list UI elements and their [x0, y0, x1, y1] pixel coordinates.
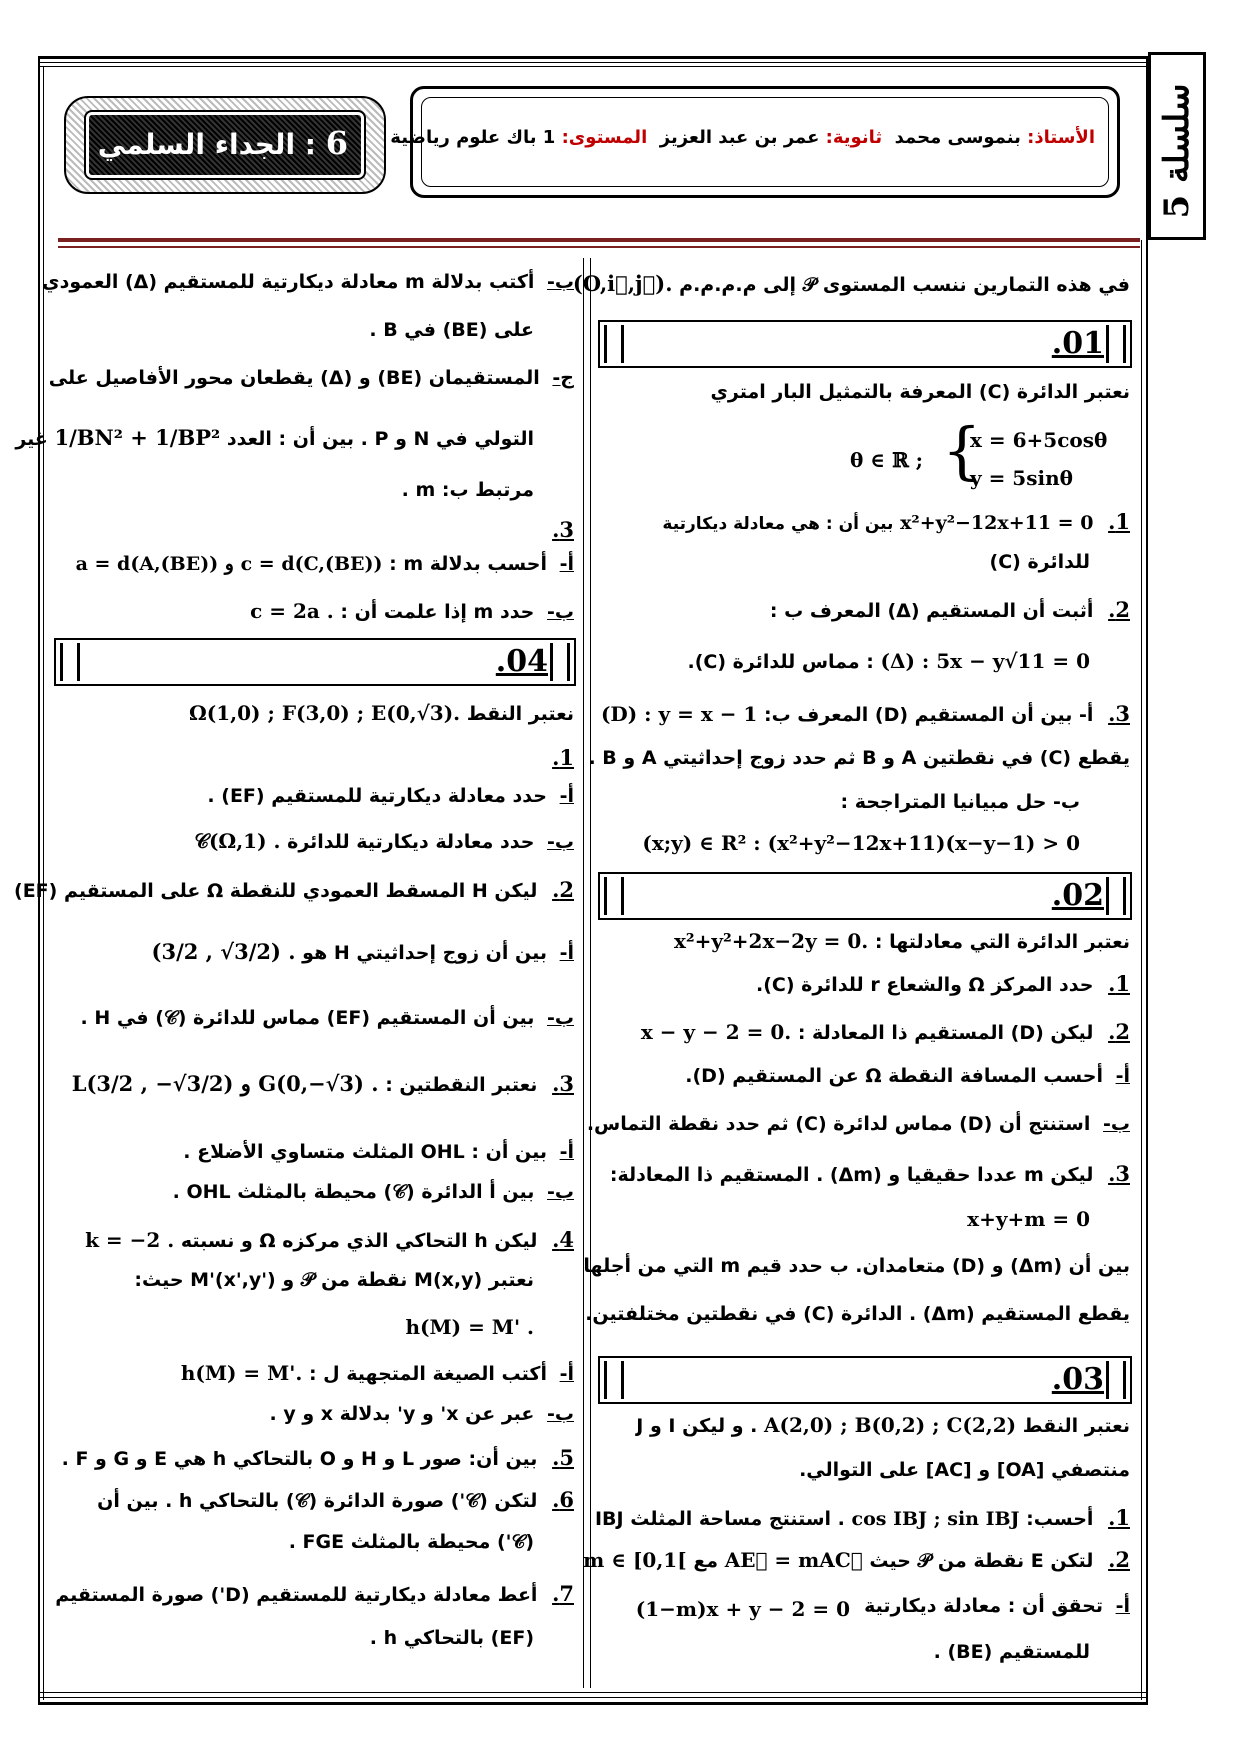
- header-divider-1: [58, 238, 1140, 242]
- ex03b-cont: على (BE) في B .: [369, 319, 534, 341]
- brace-icon: {: [942, 414, 982, 487]
- ex03-intro: نعتبر النقط A(2,0) ; B(0,2) ; C(2,2) . و ليكن I و J: [636, 1413, 1130, 1437]
- title-text: : الجداء السلمي: [97, 128, 316, 161]
- ex04-q4-line3: h(M) = M' .: [405, 1315, 534, 1339]
- title-badge: [64, 96, 386, 194]
- frame-right: [1146, 56, 1148, 1704]
- ex04-q4a: أ- أكتب الصيغة المتجهية ل : h(M) = M'.: [180, 1361, 574, 1385]
- ex04-q4b: ب- عبر عن x' و y' بدلالة x و y .: [269, 1403, 574, 1425]
- ex02-q3-line2: بين أن (Δm) و (D) متعامدان. ب حدد قيم m التي من أجلها: [583, 1255, 1130, 1277]
- ex04-q3b: ب- بين أ الدائرة (𝒞) محيطة بالمثلث OHL .: [172, 1181, 574, 1203]
- school-label: ثانوية:: [825, 127, 883, 148]
- ex04-q3: 3. نعتبر النقطتين : L(3/2 , −√3/2) و G(0,−√3) .: [71, 1071, 574, 1096]
- ex03-q3a: أ- أحسب بدلالة m : a = d(A,(BE)) و c = d(C,(BE)): [75, 553, 574, 575]
- ex03-q3: 3.: [552, 517, 574, 542]
- ex03b: ب- أكتب بدلالة m معادلة ديكارتية للمستقيم (Δ) العمودي: [42, 271, 574, 293]
- bottom-rule-1: [38, 1692, 1148, 1693]
- ex01-q2-math: (Δ) : 5x − y√11 = 0 : مماس للدائرة (C).: [687, 649, 1090, 673]
- ex01-param-y: y = 5sinθ: [970, 466, 1073, 490]
- header-info-line: [390, 127, 1095, 148]
- exercise-03-box: [598, 1356, 1132, 1404]
- exercise-04-box: [54, 638, 576, 686]
- ex01-param-x: x = 6+5cosθ: [970, 428, 1108, 452]
- ex03c-line3: مرتبط ب: m .: [401, 479, 534, 501]
- bottom-rule-2: [38, 1697, 1148, 1698]
- exercise-02-box: [598, 872, 1132, 920]
- ex01-q3b-math: (x;y) ∈ R² : (x²+y²−12x+11)(x−y−1) > 0: [642, 831, 1080, 855]
- top-rule-2: [38, 62, 1186, 63]
- level-value: 1 باك علوم رياضية: [390, 127, 556, 148]
- ex03c: ج- المستقيمان (BE) و (Δ) يقطعان محور الأفاصيل على: [48, 367, 574, 389]
- ex04-q2b: ب- بين أن المستقيم (EF) مماس للدائرة (𝒞) في H .: [80, 1007, 574, 1029]
- ex03-q2a: أ- تحقق أن : معادلة ديكارتية: [864, 1595, 1130, 1617]
- ex04-intro: نعتبر النقط Ω(1,0) ; F(3,0) ; E(0,√3).: [189, 701, 574, 725]
- teacher-name: بنموسى محمد: [894, 127, 1021, 148]
- ex03-intro-line2: منتصفي [OA] و [AC] على التوالي.: [799, 1459, 1130, 1481]
- series-tab: [1148, 52, 1206, 240]
- ex01-param-domain: θ ∈ ℝ ;: [850, 448, 924, 472]
- ex04-q1a: أ- حدد معادلة ديكارتية للمستقيم (EF) .: [207, 785, 574, 807]
- ex02-q2: 2. ليكن (D) المستقيم ذا المعادلة : x − y − 2 = 0.: [640, 1019, 1130, 1044]
- ex02-intro: نعتبر الدائرة التي معادلتها : x²+y²+2x−2y = 0.: [673, 929, 1130, 953]
- ex04-q1b: ب- حدد معادلة ديكارتية للدائرة 𝒞(Ω,1) .: [194, 829, 574, 853]
- ex04-q4-line2: نعتبر M(x,y) نقطة من 𝒫 و M'(x',y') حيث:: [134, 1269, 534, 1291]
- title-number: 6: [325, 124, 348, 162]
- ex04-q4: 4. ليكن h التحاكي الذي مركزه Ω و نسبته k = −2 .: [85, 1227, 574, 1252]
- ex03c-line2: التولي في N و P . بين أن : العدد 1/BN² + 1/BP² غير: [15, 425, 534, 450]
- ex01-q2: 2. أثبت أن المستقيم (Δ) المعرف ب :: [769, 597, 1130, 622]
- ex03-q2a-math: (1−m)x + y − 2 = 0: [635, 1597, 850, 1621]
- intro-line: في هذه التمارين ننسب المستوى 𝒫 إلى م.م.م.م (O,i⃗,j⃗).: [572, 271, 1130, 296]
- bottom-rule-3: [38, 1702, 1148, 1705]
- ex04-q2: 2. ليكن H المسقط العمودي للنقطة Ω على المستقيم (EF): [14, 877, 574, 902]
- ex03-q2a-cont: للمستقيم (BE) .: [933, 1641, 1090, 1663]
- ex04-q1: 1.: [552, 745, 574, 770]
- ex02-q3-math: x+y+m = 0: [967, 1207, 1090, 1231]
- ex01-q1-cont: للدائرة (C): [989, 551, 1090, 573]
- ex04-q2a: أ- بين أن زوج إحداثيتي H هو (3/2 , √3/2) .: [151, 939, 574, 964]
- series-label: سلسلة 5: [1157, 83, 1197, 219]
- header-info-box: [390, 86, 1120, 198]
- school-name: عمر بن عبد العزيز: [659, 127, 820, 148]
- ex03-q3b: ب- حدد m إذا علمت أن : c = 2a .: [250, 599, 574, 623]
- column-separator-1: [583, 258, 584, 1688]
- ex01-parametric-system: [790, 414, 1120, 500]
- ex03-q2: 2. لتكن E نقطة من 𝒫 حيث AE⃗ = mAC⃗ مع m ∈ [0,1[: [583, 1547, 1130, 1572]
- ex01-q3b: ب- حل مبيانيا المتراجحة :: [840, 791, 1080, 813]
- ex04-q5: 5. بين أن: صور L و H و O بالتحاكي h هي E و G و F .: [61, 1445, 574, 1470]
- ex02-q2b: ب- استنتج أن (D) مماس لدائرة (C) ثم حدد نقطة التماس.: [586, 1113, 1130, 1135]
- ex04-q7-line2: (EF) بالتحاكي h .: [369, 1627, 534, 1649]
- ex02-q3: 3. ليكن m عددا حقيقيا و (Δm) . المستقيم ذا المعادلة:: [609, 1161, 1130, 1186]
- top-rule-3: [38, 66, 1186, 67]
- exercise-01-box: [598, 320, 1132, 368]
- ex01-q3: 3. أ- بين أن المستقيم (D) المعرف ب: (D) : y = x − 1: [600, 701, 1130, 726]
- ex04-q3a: أ- بين أن : OHL المثلث متساوي الأضلاع .: [183, 1141, 574, 1163]
- frame-right-inner: [1141, 240, 1142, 1700]
- top-rule-1: [38, 56, 1186, 59]
- exercise-02-label: .02: [1051, 878, 1104, 913]
- ex01-q3-cont: يقطع (C) في نقطتين A و B ثم حدد زوج إحداثيتي A و B .: [588, 747, 1130, 769]
- ex01-q1: 1. x²+y²−12x+11 = 0 بين أن : هي معادلة ديكارتية: [662, 509, 1130, 534]
- ex03-q1: 1. أحسب: cos IBJ ; sin IBJ . استنتج مساحة المثلث IBJ: [594, 1505, 1130, 1530]
- column-separator-2: [590, 258, 591, 1688]
- intro-math: (O,i⃗,j⃗).: [572, 271, 673, 296]
- exercise-04-label: .04: [495, 644, 548, 679]
- header-divider-2: [58, 246, 1140, 248]
- ex04-q7: 7. أعط معادلة ديكارتية للمستقيم (D') صورة المستقيم: [55, 1581, 574, 1606]
- exercise-01-label: .01: [1051, 326, 1104, 361]
- ex02-q1: 1. حدد المركز Ω والشعاع r للدائرة (C).: [755, 971, 1130, 996]
- level-label: المستوى:: [561, 127, 648, 148]
- exercise-03-label: .03: [1051, 1362, 1104, 1397]
- ex04-q6-line2: (𝒞') محيطة بالمثلث FGE .: [288, 1531, 534, 1553]
- ex02-q2a: أ- أحسب المسافة النقطة Ω عن المستقيم (D).: [685, 1065, 1130, 1087]
- ex04-q6: 6. لتكن (𝒞') صورة الدائرة (𝒞) بالتحاكي h . بين أن: [97, 1487, 574, 1512]
- title-text-wrap: [97, 124, 348, 162]
- ex01-intro: نعتبر الدائرة (C) المعرفة بالتمثيل البار امتري: [710, 381, 1130, 403]
- teacher-label: الأستاذ:: [1027, 127, 1095, 148]
- ex02-q3-line3: يقطع المستقيم (Δm) . الدائرة (C) في نقطتين مختلفتين.: [585, 1303, 1130, 1325]
